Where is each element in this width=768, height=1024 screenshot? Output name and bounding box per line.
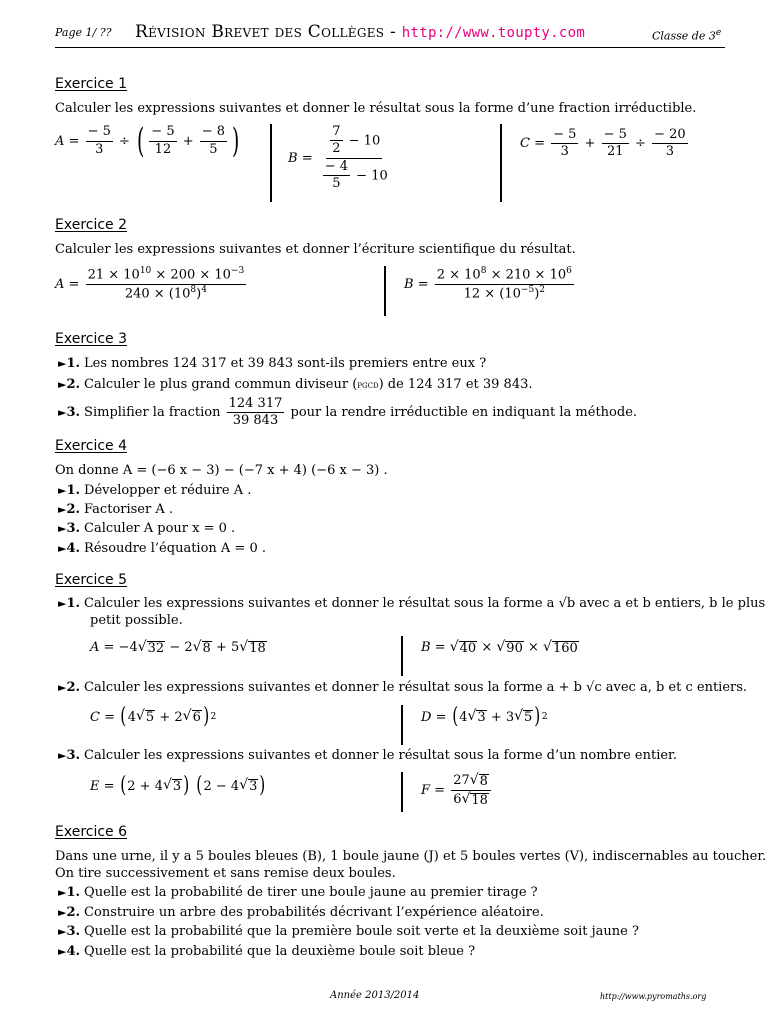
ex6-item-3: ►3. Quelle est la probabilité que la première boule soit verte et la deuxième soit jaune ? (58, 924, 639, 939)
ex6-item-2: ►2. Construire un arbre des probabilités décrivant l’expérience aléatoire. (58, 905, 544, 920)
header-rule (55, 47, 725, 48)
ex1-expression-a: A = $\frac{- 5}{3}$ ÷ ( $\frac{- 5}{12}$ + $\frac{- 8}{5}$ ) (55, 121, 240, 161)
ex2-separator (384, 266, 386, 316)
ex3-item-3: ► 3. Simplifier la fraction $\frac{124 317}{39 843}$ pour la rendre irréductible en indiquant la méthode. (58, 396, 638, 429)
ex5-item-1-continued: petit possible. (90, 613, 183, 628)
ex5-expression-b: B = √ 40 × √ 90 × √ 160 (421, 639, 578, 656)
ex4-intro: On donne A = (−6 x − 3) − (−7 x + 4) (−6 x − 3) . (55, 463, 388, 478)
ex6-item-1: ►1. Quelle est la probabilité de tirer une boule jaune au premier tirage ? (58, 885, 538, 900)
ex5-expression-c: C = ( 4 √ 5 + 2 √ 6 ) 2 (90, 704, 217, 729)
ex5-expression-f: F = 27 √ 8 6 √ 18 (421, 772, 493, 808)
ex3-item-1: ►1. Les nombres 124 317 et 39 843 sont-ils premiers entre eux ? (58, 356, 487, 371)
ex1-expression-b: B = $\frac{7}{2}$ − 10 $\frac{- 4}{5}$ − 10 (288, 124, 388, 191)
page-title (135, 22, 585, 42)
ex5-item-3: ►3. Calculer les expressions suivantes et donner le résultat sous la forme d’un nombre entier. (58, 748, 677, 763)
ex5-item-1: ►1. Calculer les expressions suivantes et donner le résultat sous la forme a √b avec a et b entiers, b le plus (58, 596, 766, 611)
exercise-6-title: Exercice 6 (55, 824, 128, 840)
ex3-item-2: ►2. Calculer le plus grand commun diviseur (pgcd) de 124 317 et 39 843. (58, 377, 533, 392)
ex4-item-4: ►4. Résoudre l’équation A = 0 . (58, 541, 266, 556)
ex6-intro-line-1: Dans une urne, il y a 5 boules bleues (B), 1 boule jaune (J) et 5 boules vertes (V), indiscernables au toucher. (55, 849, 767, 864)
ex5-item-2: ►2. Calculer les expressions suivantes et donner le résultat sous la forme a + b √c avec a, b et c entiers. (58, 680, 748, 695)
exercise-1-title: Exercice 1 (55, 76, 128, 92)
ex5-expression-a: A = −4 √ 32 − 2 √ 8 + 5 √ 18 (90, 639, 266, 656)
ex5-separator-2 (401, 705, 403, 745)
ex6-item-4: ►4. Quelle est la probabilité que la deuxième boule soit bleue ? (58, 944, 476, 959)
title-url: http://www.toupty.com (401, 25, 586, 41)
ex5-separator-3 (401, 772, 403, 812)
class-label: Classe de 3e (652, 28, 722, 43)
exercise-4-title: Exercice 4 (55, 438, 128, 454)
ex5-expression-d: D = ( 4 √ 3 + 3 √ 5 ) 2 (421, 704, 548, 729)
exercise-1-instruction: Calculer les expressions suivantes et donner le résultat sous la forme d’une fraction irréductible. (55, 101, 697, 116)
exercise-5-title: Exercice 5 (55, 572, 128, 588)
ex2-expression-b: B = $\frac{2 \times 10^8 \times 210 \times 10^6}{12 \times (10^{-5})^2}$ (404, 266, 572, 301)
ex4-item-1: ►1. Développer et réduire A . (58, 483, 252, 498)
ex2-expression-a: A = $\frac{21 \times 10^{10} \times 200 \times 10^{-3}}{240 \times (10^8)^4}$ (55, 266, 245, 301)
ex6-intro-line-2: On tire successivement et sans remise deux boules. (55, 866, 396, 881)
footer-url: http://www.pyromaths.org (600, 992, 707, 1001)
exercise-2-title: Exercice 2 (55, 217, 128, 233)
ex4-item-3: ►3. Calculer A pour x = 0 . (58, 521, 236, 536)
exercise-2-instruction: Calculer les expressions suivantes et donner l’écriture scientifique du résultat. (55, 242, 576, 257)
exercise-3-title: Exercice 3 (55, 331, 128, 347)
ex5-expression-e: E = ( 2 + 4 √ 3 ) ( 2 − 4 √ 3 ) (90, 773, 266, 798)
footer-year: Année 2013/2014 (330, 990, 420, 1001)
ex4-item-2: ►2. Factoriser A . (58, 502, 174, 517)
ex5-separator-1 (401, 636, 403, 676)
ex1-expression-c: C = $\frac{- 5}{3}$ + $\frac{- 5}{21}$ ÷ $\frac{- 20}{3}$ (520, 127, 686, 160)
ex1-separator-2 (500, 124, 502, 202)
page-number: Page 1/ ?? (55, 26, 112, 39)
ex1-separator-1 (270, 124, 272, 202)
title-text: Révision Brevet des Collèges - (135, 22, 402, 42)
